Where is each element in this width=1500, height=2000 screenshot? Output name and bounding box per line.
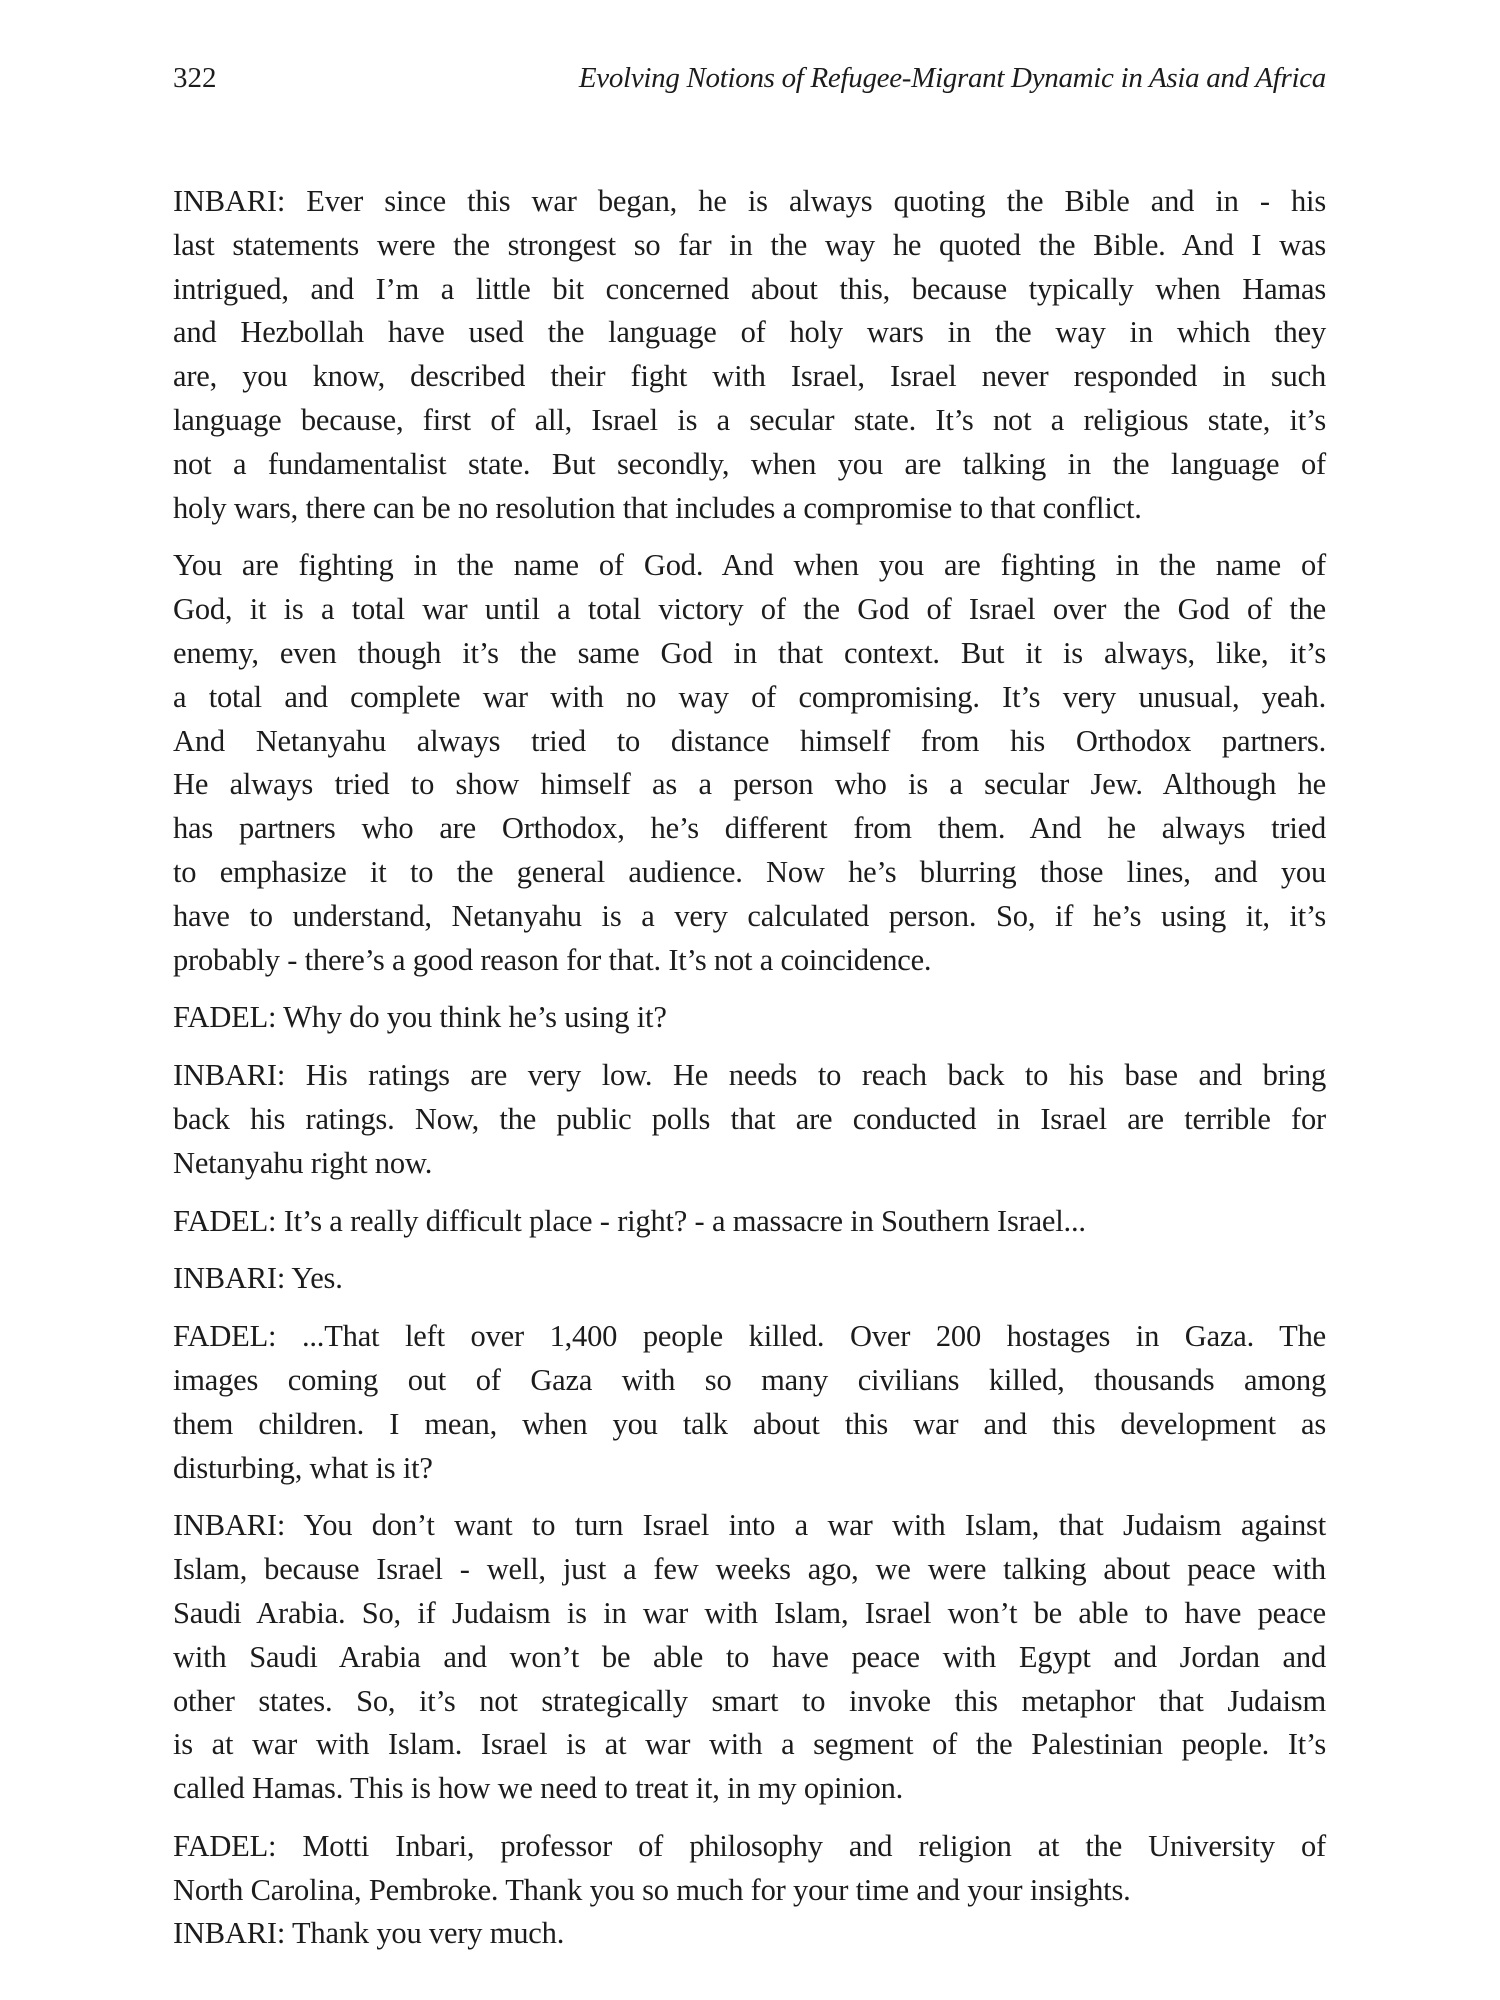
text-line: INBARI: Yes. bbox=[173, 1261, 343, 1296]
paragraph bbox=[173, 1825, 1326, 1913]
running-title: Evolving Notions of Refugee-Migrant Dynamic in Asia and Africa bbox=[578, 62, 1326, 94]
text-line: enemy, even though it’s the same God in that context. But it is always, like, it’s bbox=[173, 635, 1326, 670]
text-line: holy wars, there can be no resolution that includes a compromise to that conflict. bbox=[173, 490, 1142, 525]
body-text bbox=[173, 180, 1326, 1970]
paragraph bbox=[173, 1912, 1326, 1956]
text-line: FADEL: Motti Inbari, professor of philosophy and religion at the University of bbox=[173, 1828, 1326, 1863]
text-line: have to understand, Netanyahu is a very calculated person. So, if he’s using it, it’s bbox=[173, 898, 1326, 933]
text-line: FADEL: It’s a really difficult place - right? - a massacre in Southern Israel... bbox=[173, 1203, 1086, 1238]
text-line: and Hezbollah have used the language of holy wars in the way in which they bbox=[173, 315, 1326, 350]
paragraph bbox=[173, 1257, 1326, 1301]
text-line: Saudi Arabia. So, if Judaism is in war with Islam, Israel won’t be able to have peace bbox=[173, 1595, 1326, 1630]
text-line: FADEL: Why do you think he’s using it? bbox=[173, 1000, 667, 1035]
text-line: other states. So, it’s not strategically smart to invoke this metaphor that Judaism bbox=[173, 1683, 1326, 1718]
text-line: last statements were the strongest so far in the way he quoted the Bible. And I was bbox=[173, 227, 1326, 262]
text-line: back his ratings. Now, the public polls that are conducted in Israel are terrible for bbox=[173, 1101, 1326, 1136]
paragraph bbox=[173, 1200, 1326, 1244]
text-line: North Carolina, Pembroke. Thank you so much for your time and your insights. bbox=[173, 1872, 1131, 1907]
text-line: INBARI: Thank you very much. bbox=[173, 1916, 565, 1951]
text-line: disturbing, what is it? bbox=[173, 1450, 433, 1485]
paragraph bbox=[173, 1054, 1326, 1185]
text-line: them children. I mean, when you talk about this war and this development as bbox=[173, 1406, 1326, 1441]
text-line: INBARI: His ratings are very low. He needs to reach back to his base and bring bbox=[173, 1058, 1326, 1093]
text-line: INBARI: You don’t want to turn Israel into a war with Islam, that Judaism against bbox=[173, 1508, 1326, 1543]
text-line: probably - there’s a good reason for that. It’s not a coincidence. bbox=[173, 942, 932, 977]
text-line: Netanyahu right now. bbox=[173, 1145, 433, 1180]
text-line: INBARI: Ever since this war began, he is always quoting the Bible and in - his bbox=[173, 184, 1326, 218]
text-line: is at war with Islam. Israel is at war with a segment of the Palestinian people. It’s bbox=[173, 1727, 1326, 1762]
text-line: are, you know, described their fight with Israel, Israel never responded in such bbox=[173, 359, 1326, 394]
paragraph bbox=[173, 1504, 1326, 1811]
text-line: He always tried to show himself as a person who is a secular Jew. Although he bbox=[173, 767, 1326, 802]
text-line: FADEL: ...That left over 1,400 people killed. Over 200 hostages in Gaza. The bbox=[173, 1319, 1326, 1354]
text-line: God, it is a total war until a total victory of the God of Israel over the God of the bbox=[173, 592, 1326, 627]
paragraph bbox=[173, 996, 1326, 1040]
text-line: images coming out of Gaza with so many civilians killed, thousands among bbox=[173, 1362, 1326, 1397]
text-line: And Netanyahu always tried to distance himself from his Orthodox partners. bbox=[173, 723, 1326, 758]
paragraph bbox=[173, 544, 1326, 982]
paragraph bbox=[173, 180, 1326, 530]
running-header bbox=[173, 62, 1326, 102]
paragraph bbox=[173, 1315, 1326, 1490]
text-line: You are fighting in the name of God. And when you are fighting in the name of bbox=[173, 548, 1326, 583]
text-line: with Saudi Arabia and won’t be able to have peace with Egypt and Jordan and bbox=[173, 1639, 1326, 1674]
text-line: has partners who are Orthodox, he’s different from them. And he always tried bbox=[173, 811, 1326, 846]
text-line: intrigued, and I’m a little bit concerned about this, because typically when Hamas bbox=[173, 271, 1326, 306]
text-line: not a fundamentalist state. But secondly, when you are talking in the language of bbox=[173, 446, 1326, 481]
text-line: language because, first of all, Israel is a secular state. It’s not a religious state, it’s bbox=[173, 402, 1326, 437]
text-line: Islam, because Israel - well, just a few weeks ago, we were talking about peace with bbox=[173, 1552, 1326, 1587]
page-number: 322 bbox=[173, 62, 217, 94]
text-line: called Hamas. This is how we need to treat it, in my opinion. bbox=[173, 1771, 904, 1806]
text-line: to emphasize it to the general audience. Now he’s blurring those lines, and you bbox=[173, 854, 1326, 889]
text-line: a total and complete war with no way of compromising. It’s very unusual, yeah. bbox=[173, 679, 1326, 714]
